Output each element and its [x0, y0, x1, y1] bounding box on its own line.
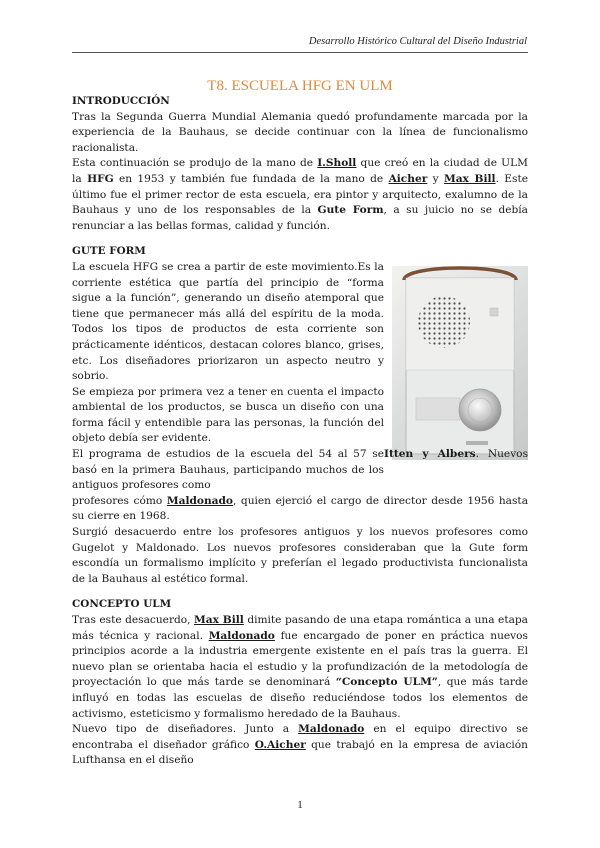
concepto-paragraph-2: Nuevo tipo de diseñadores. Junto a Maldonado en el equipo directivo se encontraba el diseñador gráfico O.Aicher que trabajó en la empresa de aviación Lufthansa en el diseño [72, 723, 528, 767]
gute-paragraph-4: Surgió desacuerdo entre los profesores antiguos y los nuevos profesores como Gugelot y Maldonado. Los nuevos profesores consideraban que la Gute form escondía un formalismo implícito y preferían el legado productivista funcionalista de la Bauhaus al estético formal. [72, 526, 528, 585]
name-itten-albers: Itten y Albers [384, 448, 476, 461]
page-number: 1 [297, 799, 303, 811]
gute-paragraph-3: El programa de estudios de la escuela del 54 al 57 se basó en la primera Bauhaus, participando muchos de los antiguos profesores comoItten y Albers. Nuevos profesores cómo Maldonado, quien ejerció el cargo de director desde 1956 hasta su cierre en 1968. [72, 448, 529, 523]
intro-paragraph-2: Esta continuación se produjo de la mano de I.Sholl que creó en la ciudad de ULM la HFG en 1953 y también fue fundada de la mano de Aicher y Max Bill. Este último fue el primer rector de esta escuela, era pintor y arquitecto, exalumno de la Bauhaus y uno de los responsables de la Gute Form, a su juicio no se debía renunciar a las bellas formas, calidad y función. [72, 157, 528, 232]
name-maldonado: Maldonado [298, 723, 365, 736]
page-title: T8. ESCUELA HFG EN ULM [207, 78, 393, 94]
name-sholl: I.Sholl [317, 157, 357, 170]
name-aicher: Aicher [388, 172, 428, 185]
gute-paragraph-1: La escuela HFG se crea a partir de este movimiento.Es la corriente estética que partía del principio de “forma sigue a la función”, generando un diseño atemporal que tiene que permanecer más allá del espíritu de la moda. Todos los tipos de productos de esta corriente son prácticamente idénticos, destacan colores blanco, grises, etc. Los diseñadores priorizaron un aspecto neutro y sobrio. [72, 260, 384, 383]
name-o-aicher: O.Aicher [254, 738, 306, 751]
section-heading-intro: INTRODUCCIÓN [72, 95, 170, 107]
name-max-bill: Max Bill [443, 172, 496, 185]
name-max-bill: Max Bill [194, 614, 244, 626]
main-content [72, 94, 528, 769]
name-maldonado: Maldonado [166, 494, 233, 507]
intro-paragraph-1: Tras la Segunda Guerra Mundial Alemania quedó profundamente marcada por la experiencia de la Bauhaus, se decide continuar con la línea de funcionalismo racionalista. [72, 110, 528, 154]
term-hfg: HFG [87, 172, 114, 185]
name-maldonado: Maldonado [208, 629, 275, 642]
concepto-paragraph-1: Tras este desacuerdo, Max Bill dimite pasando de una etapa romántica a una etapa más técnica y racional. Maldonado fue encargado de poner en práctica nuevos principios acorde a la industria emergente existente en el país tras la guerra. El nuevo plan se orientaba hacia el estudio y la profundización de la metodología de proyectación lo que más tarde se denominará “Concepto ULM”, que más tarde influyó en todas las escuelas de diseño reduciéndose todos los elementos de activismo, esteticismo y formalismo heredado de la Bauhaus. [72, 614, 528, 720]
running-header: Desarrollo Histórico Cultural del Diseño Industrial [308, 36, 527, 47]
section-heading-concepto: CONCEPTO ULM [72, 598, 172, 611]
section-heading-gute-form: GUTE FORM [72, 245, 146, 258]
gute-paragraph-2: Se empieza por primera vez a tener en cuenta el impacto ambiental de los productos, se busca un diseño con una forma fácil y entendible para las personas, la función del objeto debía ser evidente. [72, 385, 384, 445]
term-concepto-ulm: “Concepto ULM” [335, 676, 438, 689]
term-gute-form: Gute Form [317, 204, 384, 217]
header-rule [72, 52, 528, 53]
